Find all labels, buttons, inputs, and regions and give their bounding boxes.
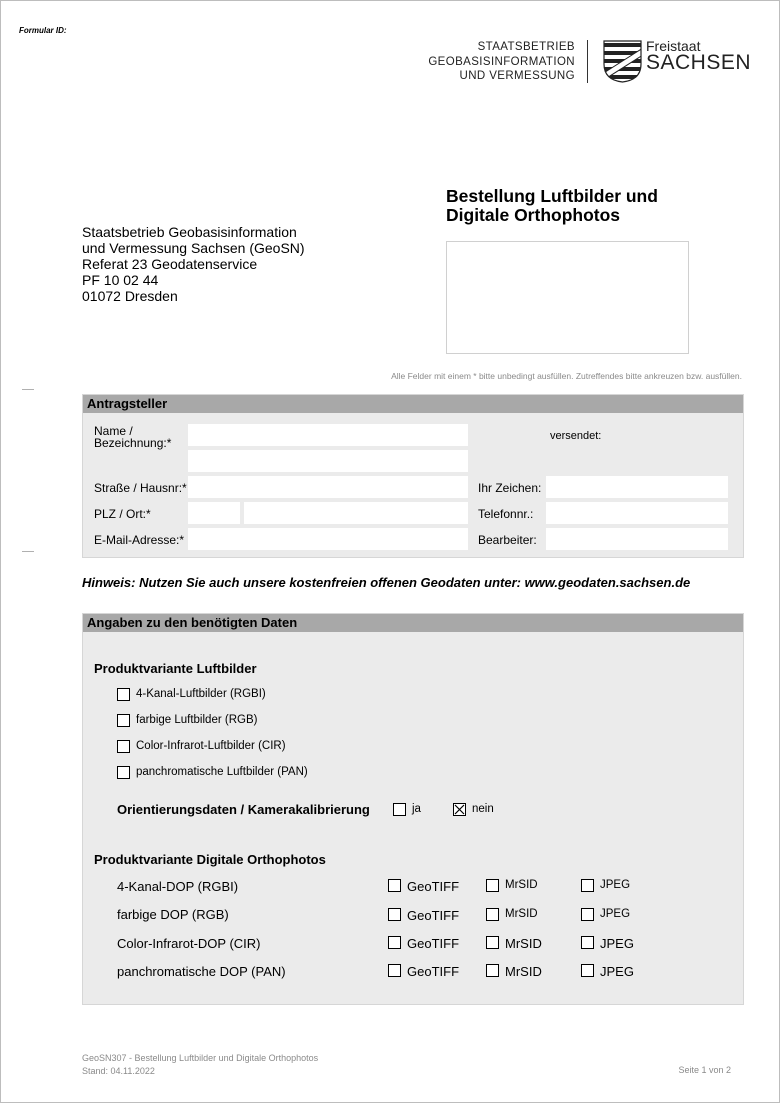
- jpeg-checkbox[interactable]: [581, 936, 594, 949]
- phone-field[interactable]: [546, 502, 728, 524]
- orientation-yes-label: ja: [412, 803, 421, 815]
- data-requirements-section: [82, 613, 744, 1005]
- state-name-top: Freistaat: [646, 38, 701, 54]
- aerial-option-checkbox[interactable]: [117, 714, 130, 727]
- data-section-header: Angaben zu den benötigten Daten: [83, 614, 743, 632]
- page-number: Seite 1 von 2: [678, 1065, 731, 1075]
- form-title-line: Bestellung Luftbilder und: [446, 186, 658, 206]
- sent-label: versendet:: [550, 430, 602, 442]
- geotiff-checkbox[interactable]: [388, 908, 401, 921]
- format-label: GeoTIFF: [407, 936, 460, 951]
- state-name-bottom: SACHSEN: [646, 51, 752, 74]
- reference-field[interactable]: [546, 476, 728, 498]
- agency-line: GEOBASISINFORMATION: [428, 55, 575, 68]
- geotiff-checkbox[interactable]: [388, 936, 401, 949]
- geotiff-checkbox[interactable]: [388, 879, 401, 892]
- agency-line: STAATSBETRIEB: [477, 41, 575, 53]
- zip-city-label: PLZ / Ort:*: [94, 507, 151, 521]
- address-line: Staatsbetrieb Geobasisinformation: [82, 224, 297, 240]
- aerial-option-label: 4-Kanal-Luftbilder (RGBI): [136, 688, 266, 700]
- format-label: JPEG: [600, 936, 634, 951]
- aerial-option-checkbox[interactable]: [117, 766, 130, 779]
- format-label: JPEG: [600, 908, 631, 920]
- aerial-option-checkbox[interactable]: [117, 688, 130, 701]
- street-label: Straße / Hausnr:*: [94, 481, 187, 495]
- address-line: Referat 23 Geodatenservice: [82, 256, 258, 272]
- aerial-option-checkbox[interactable]: [117, 740, 130, 753]
- format-label: GeoTIFF: [407, 964, 460, 979]
- mrsid-checkbox[interactable]: [486, 964, 499, 977]
- dop-row-label: Color-Infrarot-DOP (CIR): [117, 936, 261, 951]
- format-label: MrSID: [505, 908, 538, 920]
- dop-row-label: panchromatische DOP (PAN): [117, 964, 286, 979]
- aerial-option-label: farbige Luftbilder (RGB): [136, 714, 258, 726]
- geotiff-checkbox[interactable]: [388, 964, 401, 977]
- clerk-label: Bearbeiter:: [478, 533, 537, 547]
- applicant-section-header: Antragsteller: [83, 395, 743, 413]
- open-data-hint: Hinweis: Nutzen Sie auch unsere kostenfreien offenen Geodaten unter: www.geodaten.sachsen.de: [82, 575, 691, 590]
- email-field[interactable]: [188, 528, 468, 550]
- form-code: GeoSN307 - Bestellung Luftbilder und Digitale Orthophotos: [82, 1053, 319, 1063]
- mrsid-checkbox[interactable]: [486, 908, 499, 921]
- name-label-line: Bezeichnung:*: [94, 436, 172, 450]
- logo-divider: [587, 40, 588, 83]
- name-label-line: Name /: [94, 424, 133, 438]
- mrsid-checkbox[interactable]: [486, 936, 499, 949]
- aerial-option-label: Color-Infrarot-Luftbilder (CIR): [136, 740, 286, 752]
- reference-label: Ihr Zeichen:: [478, 481, 542, 495]
- address-line: und Vermessung Sachsen (GeoSN): [82, 240, 305, 256]
- formular-id-label: Formular ID:: [19, 26, 67, 35]
- city-field[interactable]: [244, 502, 468, 524]
- aerial-variant-title: Produktvariante Luftbilder: [94, 661, 257, 676]
- form-title: [446, 187, 746, 225]
- fold-mark: [22, 551, 34, 552]
- orientation-no-checkbox[interactable]: [453, 803, 466, 816]
- orientation-label: Orientierungsdaten / Kamerakalibrierung: [117, 802, 370, 817]
- dop-variant-title: Produktvariante Digitale Orthophotos: [94, 852, 326, 867]
- orientation-yes-checkbox[interactable]: [393, 803, 406, 816]
- applicant-section: [82, 394, 744, 558]
- aerial-option-label: panchromatische Luftbilder (PAN): [136, 766, 308, 778]
- format-label: MrSID: [505, 879, 538, 891]
- jpeg-checkbox[interactable]: [581, 964, 594, 977]
- dop-row-label: 4-Kanal-DOP (RGBI): [117, 879, 239, 894]
- format-label: MrSID: [505, 936, 542, 951]
- receipt-stamp-box: [446, 241, 689, 354]
- zip-field[interactable]: [188, 502, 240, 524]
- footer-info: [82, 1052, 318, 1078]
- form-date: Stand: 04.11.2022: [82, 1066, 155, 1076]
- format-label: JPEG: [600, 879, 631, 891]
- mrsid-checkbox[interactable]: [486, 879, 499, 892]
- agency-name: [420, 40, 575, 84]
- name-field-line-2[interactable]: [188, 450, 468, 472]
- form-title-line: Digitale Orthophotos: [446, 205, 621, 225]
- street-field[interactable]: [188, 476, 468, 498]
- jpeg-checkbox[interactable]: [581, 879, 594, 892]
- saxony-coat-of-arms-icon: [603, 40, 642, 83]
- name-label: [94, 425, 171, 449]
- dop-row-label: farbige DOP (RGB): [117, 907, 229, 922]
- address-line: PF 10 02 44: [82, 272, 159, 288]
- name-field[interactable]: [188, 424, 468, 446]
- address-line: 01072 Dresden: [82, 288, 178, 304]
- recipient-address: [82, 224, 305, 304]
- agency-line: UND VERMESSUNG: [459, 70, 575, 82]
- jpeg-checkbox[interactable]: [581, 908, 594, 921]
- clerk-field[interactable]: [546, 528, 728, 550]
- email-label: E-Mail-Adresse:*: [94, 533, 185, 547]
- format-label: MrSID: [505, 964, 542, 979]
- format-label: GeoTIFF: [407, 879, 460, 894]
- phone-label: Telefonnr.:: [478, 507, 534, 521]
- format-label: GeoTIFF: [407, 908, 460, 923]
- orientation-no-label: nein: [472, 803, 494, 815]
- fold-mark: [22, 389, 34, 390]
- required-fields-note: Alle Felder mit einem * bitte unbedingt ausfüllen. Zutreffendes bitte ankreuzen bzw. ausfüllen.: [391, 371, 742, 381]
- format-label: JPEG: [600, 964, 634, 979]
